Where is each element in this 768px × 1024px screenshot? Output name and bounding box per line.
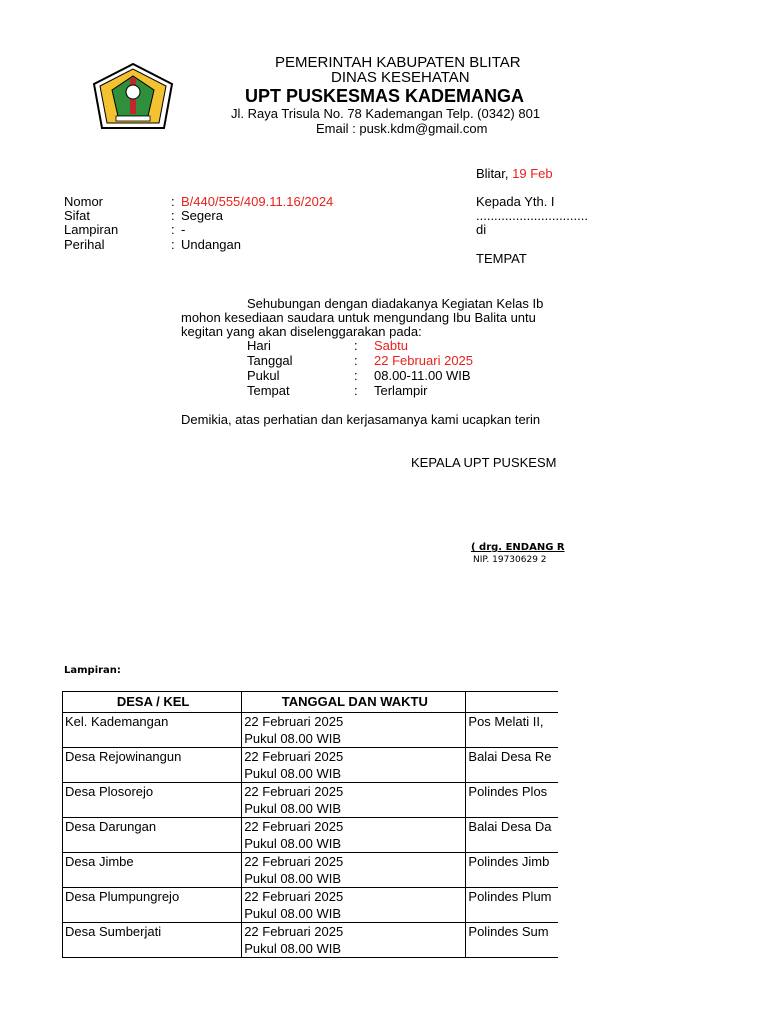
desa-cell: Desa Plosorejo: [63, 783, 242, 801]
tanggal-cell: 22 Februari 2025: [242, 888, 466, 906]
desa-cell-empty: [63, 800, 242, 818]
letterhead-institution: UPT PUSKESMAS KADEMANGA: [245, 86, 525, 106]
waktu-cell: Pukul 08.00 WIB: [242, 765, 466, 783]
tanggal-cell: 22 Februari 2025: [242, 783, 466, 801]
place: Blitar,: [476, 166, 509, 181]
table-header-row: [63, 692, 559, 713]
desa-cell: Desa Sumberjati: [63, 923, 242, 941]
letterhead-address: Jl. Raya Trisula No. 78 Kademangan Telp. (0342) 801: [231, 106, 541, 121]
tempat-cell: Polindes Jimb: [468, 854, 550, 869]
tanggal-cell: 22 Februari 2025: [242, 923, 466, 941]
tempat-cell-empty: [466, 870, 558, 888]
table-row: [63, 853, 559, 871]
attachment-table: [62, 691, 558, 958]
tempat-cell-empty: [466, 730, 558, 748]
attachment-label: Lampiran:: [64, 665, 121, 676]
date: 19 Feb: [512, 166, 553, 181]
desa-cell: Desa Darungan: [63, 818, 242, 836]
tempat-cell-empty: [466, 800, 558, 818]
table-row-continuation: [63, 905, 559, 923]
tanggal-cell: 22 Februari 2025: [242, 853, 466, 871]
detail-colon-hari: :: [354, 338, 358, 353]
detail-colon-tempat: :: [354, 383, 358, 398]
recipient-line-4: TEMPAT: [476, 251, 527, 266]
detail-value-tempat: Terlampir: [374, 383, 428, 398]
detail-value-pukul: 08.00-11.00 WIB: [374, 368, 471, 383]
header-desa: DESA / KEL: [63, 692, 242, 713]
desa-cell-empty: [63, 765, 242, 783]
tempat-cell-empty: [466, 905, 558, 923]
tanggal-cell: 22 Februari 2025: [242, 748, 466, 766]
waktu-cell: Pukul 08.00 WIB: [242, 730, 466, 748]
table-row: [63, 783, 559, 801]
waktu-cell: Pukul 08.00 WIB: [242, 905, 466, 923]
letterhead-line-2: DINAS KESEHATAN: [331, 69, 470, 86]
tempat-cell: Polindes Sum: [468, 924, 549, 939]
table-row-continuation: [63, 800, 559, 818]
nomor-label: Nomor: [64, 194, 104, 209]
sifat-value: Segera: [181, 208, 223, 223]
desa-cell-empty: [63, 835, 242, 853]
tempat-cell-empty: [466, 835, 558, 853]
waktu-cell: Pukul 08.00 WIB: [242, 940, 466, 958]
table-row-continuation: [63, 940, 559, 958]
closing-sentence: Demikia, atas perhatian dan kerjasamanya kami ucapkan terin: [181, 412, 541, 427]
desa-cell-empty: [63, 730, 242, 748]
table-row-continuation: [63, 870, 559, 888]
nomor-colon: :: [171, 194, 175, 209]
desa-cell: Desa Plumpungrejo: [63, 888, 242, 906]
tempat-cell-empty: [466, 940, 558, 958]
header-tanggal: TANGGAL DAN WAKTU: [242, 692, 466, 713]
header-tempat: [466, 692, 558, 713]
body-paragraph-3: kegitan yang akan diselenggarakan pada:: [181, 324, 422, 339]
signature-title: KEPALA UPT PUSKESM: [411, 455, 557, 470]
table-row: [63, 713, 559, 731]
sifat-label: Sifat: [64, 208, 91, 223]
place-date: [476, 166, 553, 181]
detail-value-hari: Sabtu: [374, 338, 408, 353]
table-row: [63, 888, 559, 906]
desa-cell: Desa Rejowinangun: [63, 748, 242, 766]
detail-colon-pukul: :: [354, 368, 358, 383]
recipient-line-3: di: [476, 222, 487, 237]
letterhead-line-1: PEMERINTAH KABUPATEN BLITAR: [275, 54, 521, 71]
perihal-colon: :: [171, 237, 175, 252]
kabupaten-blitar-emblem: [90, 62, 176, 132]
table-row: [63, 923, 559, 941]
recipient-line-2: ...............................: [476, 208, 588, 223]
desa-cell-empty: [63, 870, 242, 888]
detail-label-hari: Hari: [247, 338, 271, 353]
lampiran-colon: :: [171, 222, 175, 237]
desa-cell-empty: [63, 940, 242, 958]
waktu-cell: Pukul 08.00 WIB: [242, 835, 466, 853]
detail-label-tempat: Tempat: [247, 383, 290, 398]
table-row-continuation: [63, 835, 559, 853]
perihal-value: Undangan: [181, 237, 241, 252]
sifat-colon: :: [171, 208, 175, 223]
tempat-cell: Pos Melati II,: [468, 714, 544, 729]
nomor-value: B/440/555/409.11.16/2024: [181, 194, 334, 209]
signature-nip: NIP. 19730629 2: [473, 555, 547, 565]
table-row: [63, 818, 559, 836]
tempat-cell: Balai Desa Da: [468, 819, 552, 834]
table-row-continuation: [63, 730, 559, 748]
tanggal-cell: 22 Februari 2025: [242, 818, 466, 836]
signature-name: ( drg. ENDANG R: [471, 542, 565, 553]
tempat-cell: Polindes Plum: [468, 889, 552, 904]
tanggal-cell: 22 Februari 2025: [242, 713, 466, 731]
waktu-cell: Pukul 08.00 WIB: [242, 800, 466, 818]
table-row-continuation: [63, 765, 559, 783]
tempat-cell: Balai Desa Re: [468, 749, 552, 764]
detail-colon-tanggal: :: [354, 353, 358, 368]
desa-cell-empty: [63, 905, 242, 923]
letterhead-email: Email : pusk.kdm@gmail.com: [316, 121, 488, 136]
body-paragraph-1: Sehubungan dengan diadakanya Kegiatan Kelas Ib: [247, 296, 544, 311]
lampiran-label: Lampiran: [64, 222, 119, 237]
desa-cell: Desa Jimbe: [63, 853, 242, 871]
lampiran-value: -: [181, 222, 186, 237]
detail-label-pukul: Pukul: [247, 368, 280, 383]
detail-value-tanggal: 22 Februari 2025: [374, 353, 474, 368]
detail-label-tanggal: Tanggal: [247, 353, 293, 368]
tempat-cell: Polindes Plos: [468, 784, 548, 799]
tempat-cell-empty: [466, 765, 558, 783]
waktu-cell: Pukul 08.00 WIB: [242, 870, 466, 888]
perihal-label: Perihal: [64, 237, 105, 252]
body-paragraph-2: mohon kesediaan saudara untuk mengundang Ibu Balita untu: [181, 310, 536, 325]
desa-cell: Kel. Kademangan: [63, 713, 242, 731]
table-row: [63, 748, 559, 766]
recipient-line-1: Kepada Yth. I: [476, 194, 555, 209]
